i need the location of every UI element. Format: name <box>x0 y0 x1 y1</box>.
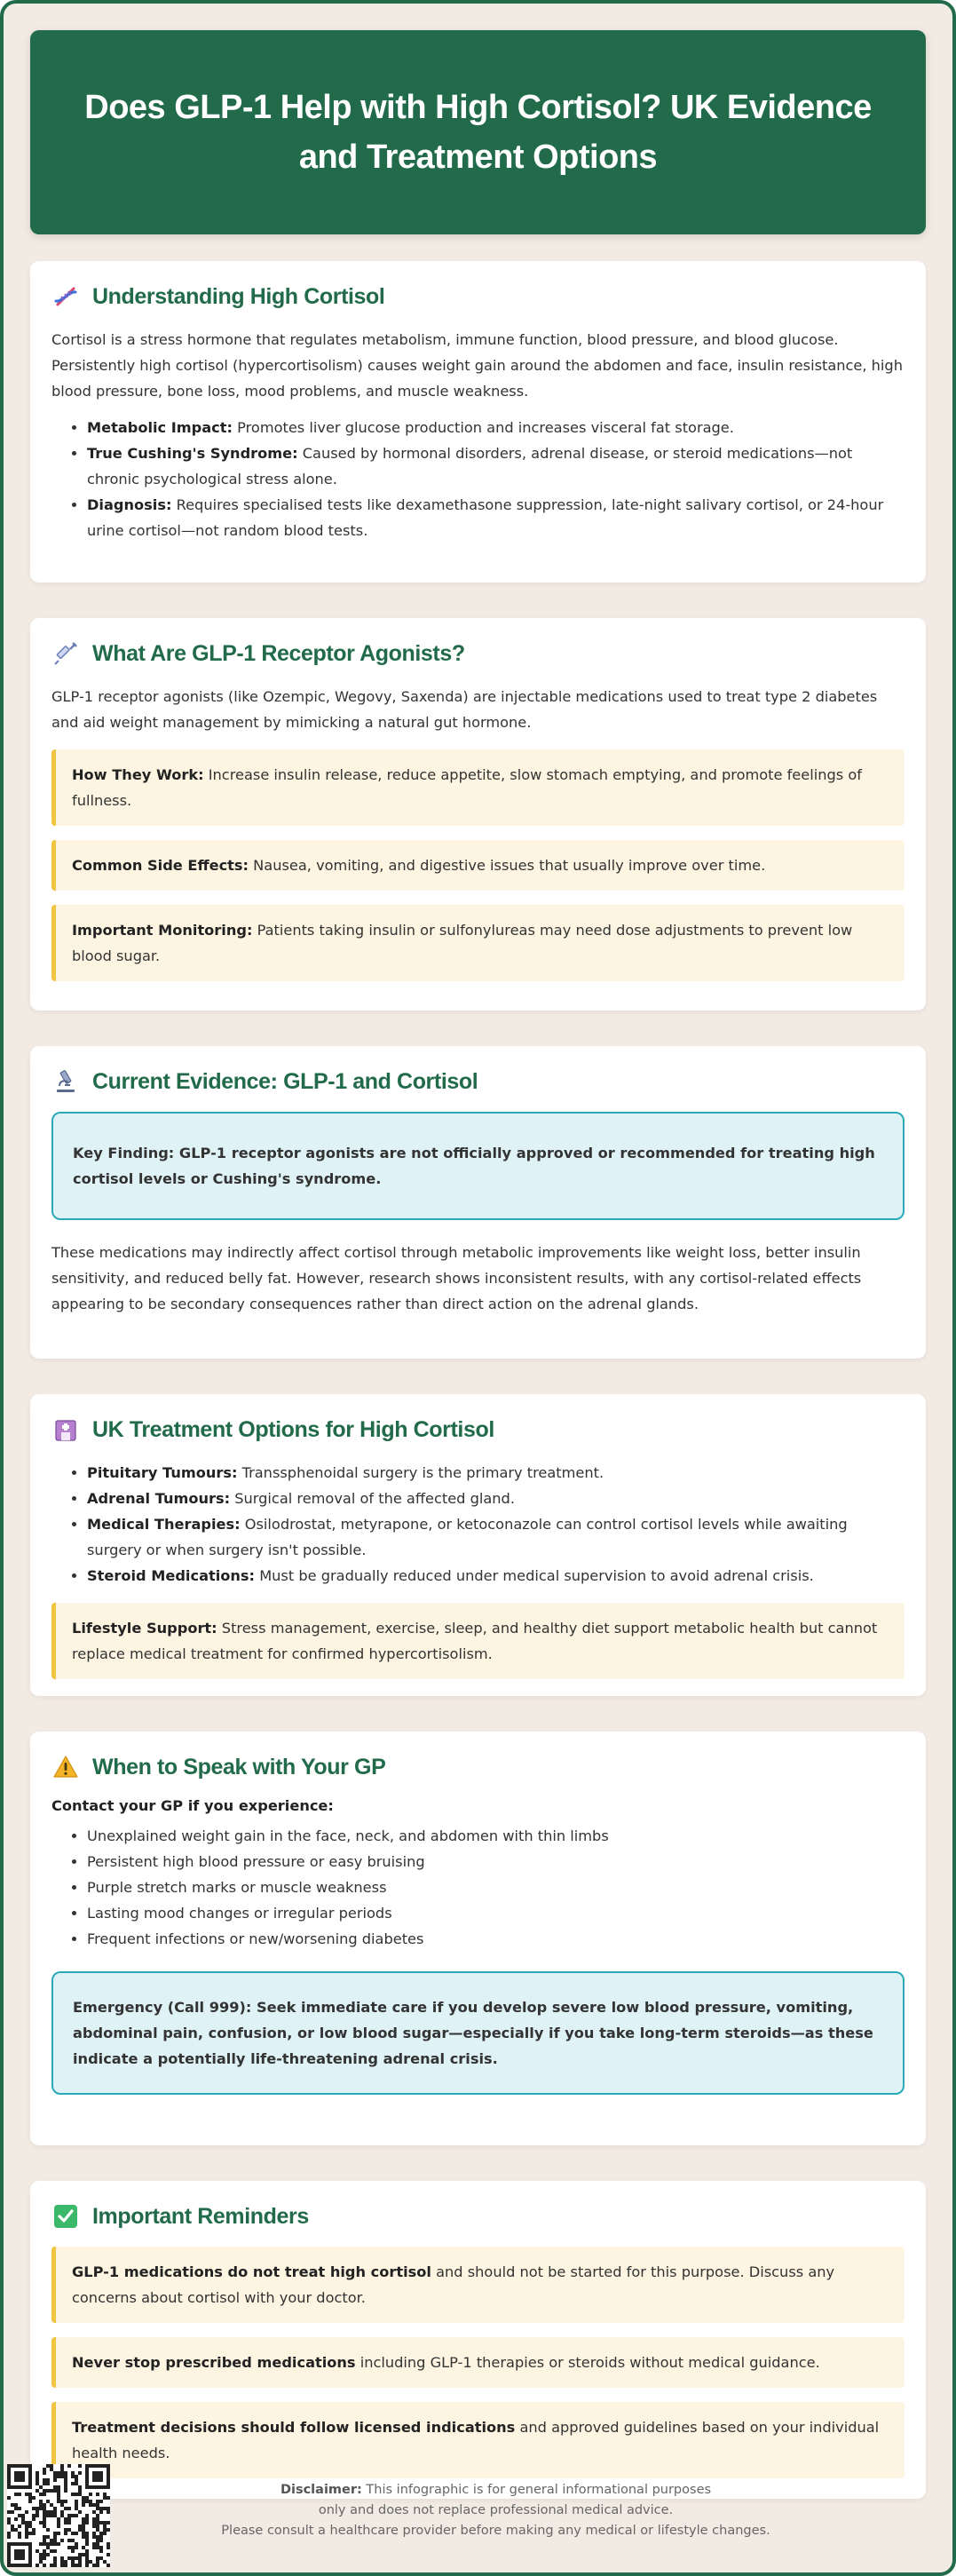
callout-monitoring <box>51 905 905 981</box>
callout-label: Common Side Effects: <box>72 857 249 874</box>
reminder-callout <box>51 2337 905 2388</box>
item-label: Diagnosis: <box>87 496 172 513</box>
section-heading <box>51 638 905 670</box>
item-text: Caused by hormonal disorders, adrenal disease, or steroid medications—not chronic psychological stress alone. <box>87 445 853 487</box>
list-item: • Frequent infections or new/worsening diabetes <box>87 1926 905 1952</box>
list-item: • Purple stretch marks or muscle weakness <box>87 1875 905 1900</box>
section-title: Current Evidence: GLP-1 and Cortisol <box>92 1068 478 1094</box>
item-label: Medical Therapies: <box>87 1516 241 1533</box>
callout-how-they-work <box>51 749 905 826</box>
list-item <box>87 1486 905 1511</box>
item-label: Metabolic Impact: <box>87 419 233 436</box>
item-text: Osilodrostat, metyrapone, or ketoconazole can control cortisol levels while awaiting surgery or when surgery isn't possible. <box>87 1516 848 1558</box>
item-text: Promotes liver glucose production and increases visceral fat storage. <box>233 419 734 436</box>
section-heading <box>51 1414 905 1446</box>
list-item <box>87 492 905 543</box>
section-current-evidence <box>30 1046 926 1359</box>
check-icon <box>51 2202 80 2231</box>
microscope-icon <box>51 1067 80 1096</box>
section-title: Understanding High Cortisol <box>92 283 385 309</box>
disclaimer-text: Please consult a healthcare provider before making any medical or lifestyle changes. <box>221 2524 770 2538</box>
section-important-reminders <box>30 2181 926 2499</box>
callout-label: GLP-1 medications do not treat high cortisol <box>72 2263 431 2280</box>
section-heading <box>51 1066 905 1098</box>
list-item <box>87 1511 905 1563</box>
section-understanding-cortisol <box>30 261 926 583</box>
section-speak-with-gp <box>30 1732 926 2145</box>
item-label: Steroid Medications: <box>87 1567 256 1584</box>
callout-label: Never stop prescribed medications <box>72 2354 356 2371</box>
section-intro: Cortisol is a stress hormone that regulates metabolism, immune function, blood pressure, and blood glucose. Persistently high cortisol (hypercortisolism) causes weight gain around the abdomen and face, insulin resistance, high blood pressure, bone loss, mood problems, and muscle weakness. <box>51 331 903 400</box>
item-text: Must be gradually reduced under medical supervision to avoid adrenal crisis. <box>255 1567 814 1584</box>
gp-subheading: Contact your GP if you experience: <box>51 1797 334 1814</box>
item-label: Adrenal Tumours: <box>87 1490 231 1507</box>
key-finding-box: Key Finding: GLP-1 receptor agonists are not officially approved or recommended for treating high cortisol levels or Cushing's syndrome. <box>51 1112 905 1220</box>
symptom-list <box>51 1823 905 1952</box>
item-label: Pituitary Tumours: <box>87 1464 238 1481</box>
callout-label: How They Work: <box>72 766 204 783</box>
emergency-box: Emergency (Call 999): Seek immediate care if you develop severe low blood pressure, vomiting, abdominal pain, confusion, or low blood sugar—especially if you take long-term steroids—as these indicate a potentially life-threatening adrenal crisis. <box>51 1971 905 2095</box>
section-title: What Are GLP-1 Receptor Agonists? <box>92 640 465 666</box>
syringe-icon <box>51 639 80 668</box>
item-label: True Cushing's Syndrome: <box>87 445 298 462</box>
qr-code[interactable] <box>7 2464 110 2567</box>
dna-icon <box>51 282 80 311</box>
item-text: Surgical removal of the affected gland. <box>230 1490 515 1507</box>
header-banner <box>30 30 926 234</box>
disclaimer <box>181 2480 810 2541</box>
item-text: Requires specialised tests like dexamethasone suppression, late-night salivary cortisol, or 24-hour urine cortisol—not random blood tests. <box>87 496 884 539</box>
list-item: • Unexplained weight gain in the face, neck, and abdomen with thin limbs <box>87 1823 905 1849</box>
disclaimer-label: Disclaimer: <box>280 2483 362 2497</box>
evidence-body: These medications may indirectly affect cortisol through metabolic improvements like weight loss, better insulin sensitivity, and reduced belly fat. However, research shows inconsistent results, with any cortisol-related effects appearing to be secondary consequences rather than direct action on the adrenal glands. <box>51 1244 862 1312</box>
section-heading <box>51 281 905 313</box>
section-intro: GLP-1 receptor agonists (like Ozempic, Wegovy, Saxenda) are injectable medications used to treat type 2 diabetes and aid weight management by mimicking a natural gut hormone. <box>51 688 878 731</box>
section-heading <box>51 2200 905 2232</box>
list-item: • Lasting mood changes or irregular periods <box>87 1900 905 1926</box>
callout-text: Patients taking insulin or sulfonylureas may need dose adjustments to prevent low blood sugar. <box>72 922 853 964</box>
callout-text: and approved guidelines based on your individual health needs. <box>72 2419 880 2461</box>
section-glp1-agonists <box>30 618 926 1011</box>
list-item <box>87 1563 905 1589</box>
list-item <box>87 440 905 492</box>
list-item <box>87 415 905 440</box>
callout-text: Nausea, vomiting, and digestive issues that usually improve over time. <box>249 857 766 874</box>
callout-side-effects <box>51 840 905 891</box>
callout-text: Stress management, exercise, sleep, and healthy diet support metabolic health but cannot replace medical treatment for confirmed hypercortisolism. <box>72 1620 878 1662</box>
section-heading <box>51 1751 905 1783</box>
item-text: Transsphenoidal surgery is the primary treatment. <box>237 1464 604 1481</box>
section-title: UK Treatment Options for High Cortisol <box>92 1416 494 1442</box>
callout-label: Lifestyle Support: <box>72 1620 217 1637</box>
callout-text: and should not be started for this purpose. Discuss any concerns about cortisol with your doctor. <box>72 2263 835 2306</box>
callout-label: Treatment decisions should follow licensed indications <box>72 2419 516 2436</box>
section-title: Important Reminders <box>92 2203 309 2229</box>
callout-text: Increase insulin release, reduce appetite, slow stomach emptying, and promote feelings of fullness. <box>72 766 862 809</box>
reminder-callout <box>51 2247 905 2323</box>
hospital-icon <box>51 1415 80 1444</box>
callout-label: Important Monitoring: <box>72 922 253 939</box>
list-item: • Persistent high blood pressure or easy bruising <box>87 1849 905 1875</box>
page-title: Does GLP-1 Help with High Cortisol? UK Evidence and Treatment Options <box>84 89 872 176</box>
footer <box>4 2457 952 2572</box>
disclaimer-text: This infographic is for general informational purposes <box>361 2483 712 2497</box>
callout-lifestyle-support <box>51 1603 905 1679</box>
list-item <box>87 1460 905 1486</box>
cortisol-facts-list <box>51 415 905 543</box>
disclaimer-text: only and does not replace professional medical advice. <box>318 2503 674 2517</box>
section-uk-treatment <box>30 1394 926 1696</box>
warning-icon <box>51 1753 80 1781</box>
section-title: When to Speak with Your GP <box>92 1754 386 1779</box>
treatment-list <box>51 1460 905 1589</box>
callout-text: including GLP-1 therapies or steroids without medical guidance. <box>355 2354 820 2371</box>
